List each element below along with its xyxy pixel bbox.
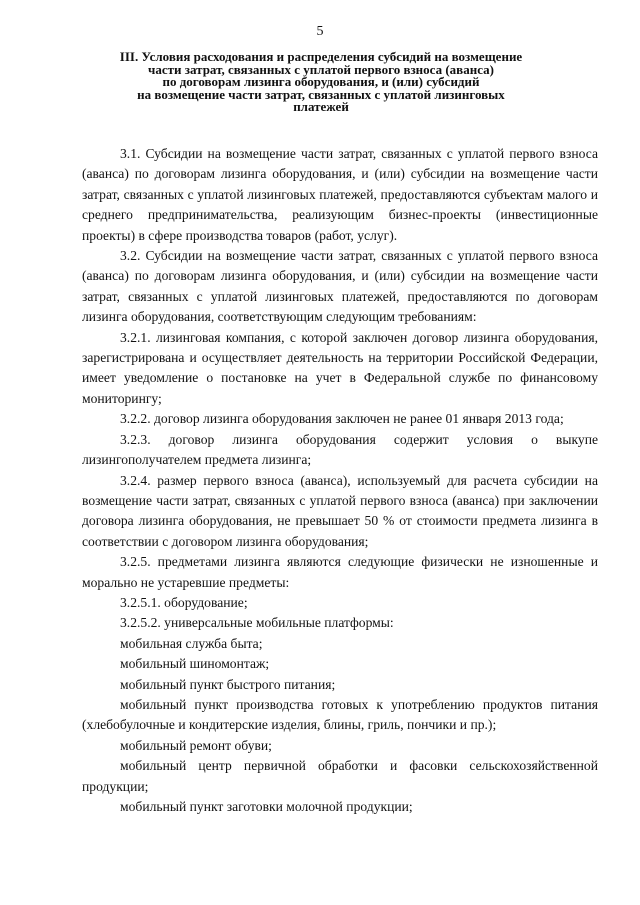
- section-heading: [86, 51, 556, 114]
- heading-line: на возмещение части затрат, связанных с уплатой лизинговых: [137, 86, 505, 102]
- heading-line: части затрат, связанных с уплатой первого взноса (аванса): [148, 61, 494, 77]
- heading-line: платежей: [293, 99, 349, 115]
- document-body: [82, 144, 598, 817]
- list-item: мобильный пункт производства готовых к употреблению продуктов питания (хлебобулочные и кондитерские изделия, блины, гриль, пончики и пр.);: [82, 696, 598, 733]
- paragraph-3-1: 3.1. Субсидии на возмещение части затрат, связанных с уплатой первого взноса (аванса) по договорам лизинга оборудования, и (или) субсидии на возмещение части затрат, связанных с уплатой лизинговых платежей, предоставляются субъектам малого и среднего предпринимательства, реализующим бизнес-проекты (инвестиционные проекты) в сфере производства товаров (работ, услуг).: [82, 146, 598, 243]
- paragraph-3-2-5: 3.2.5. предметами лизинга являются следующие физически не изношенные и морально не устаревшие предметы:: [82, 554, 598, 590]
- heading-line: III. Условия расходования и распределения субсидий на возмещение: [119, 49, 523, 64]
- list-item: мобильный шиномонтаж;: [120, 656, 270, 672]
- list-item: мобильный пункт быстрого питания;: [120, 676, 336, 692]
- page-number: 5: [316, 24, 324, 39]
- paragraph-3-2: 3.2. Субсидии на возмещение части затрат, связанных с уплатой первого взноса (аванса) по договорам лизинга оборудования, и (или) субсидии на возмещение части затрат, связанных с уплатой лизинговых платежей, предоставляются по договорам лизинга оборудования, соответствующим следующим требованиям:: [82, 248, 598, 325]
- paragraph-3-2-5-1: 3.2.5.1. оборудование;: [120, 594, 248, 610]
- list-item: мобильный пункт заготовки молочной продукции;: [120, 799, 413, 814]
- list-item: мобильная служба быта;: [120, 635, 263, 651]
- paragraph-3-2-1: 3.2.1. лизинговая компания, с которой заключен договор лизинга оборудования, зарегистрирована и осуществляет деятельность на территории Российской Федерации, имеет уведомление о постановке на учет в Федеральной службе по финансовому мониторингу;: [82, 329, 598, 406]
- paragraph-3-2-3: 3.2.3. договор лизинга оборудования содержит условия о выкупе лизингополучателем предмета лизинга;: [82, 431, 598, 468]
- paragraph-3-2-2: 3.2.2. договор лизинга оборудования заключен не ранее 01 января 2013 года;: [120, 411, 564, 427]
- list-item: мобильный центр первичной обработки и фасовки сельскохозяйственной продукции;: [82, 758, 598, 794]
- heading-line: по договорам лизинга оборудования, и (или) субсидий: [162, 74, 480, 90]
- paragraph-3-2-5-2: 3.2.5.2. универсальные мобильные платформы:: [120, 615, 394, 631]
- paragraph-3-2-4: 3.2.4. размер первого взноса (аванса), используемый для расчета субсидии на возмещение части затрат, связанных с уплатой первого взноса (аванса) при заключении договора лизинга оборудования, не превышает 50 % от стоимости предмета лизинга в соответствии с договором лизинга оборудования;: [82, 472, 598, 549]
- list-item: мобильный ремонт обуви;: [120, 737, 272, 753]
